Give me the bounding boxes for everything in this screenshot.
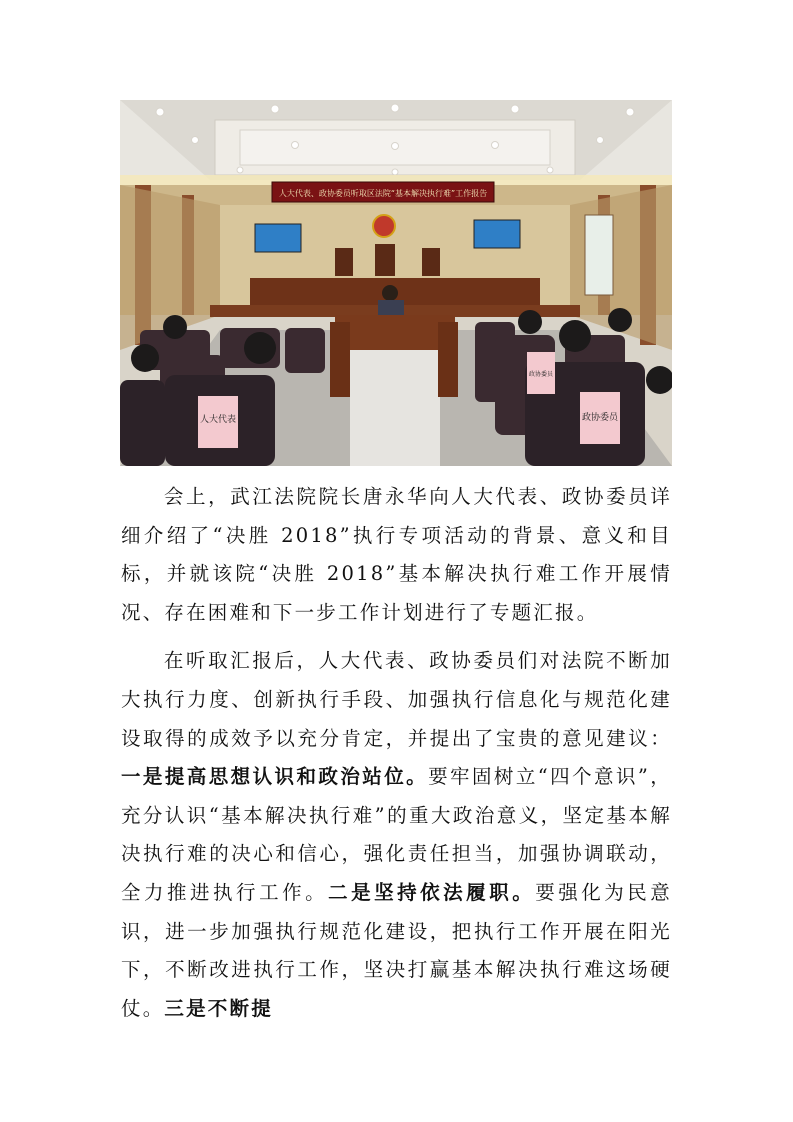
paragraph-2 (121, 642, 672, 1028)
seat-sign-1: 人大代表 (199, 415, 237, 425)
seat-sign-2: 政协委员 (528, 371, 554, 378)
point-three-heading: 三是不断提 (164, 996, 273, 1020)
meeting-photo (120, 100, 672, 466)
paragraph-2-intro: 在听取汇报后，人大代表、政协委员们对法院不断加大执行力度、创新执行手段、加强执行信息化与规范化建设取得的成效予以充分肯定，并提出了宝贵的意见建议： (121, 649, 672, 750)
seat-sign-3: 政协委员 (581, 413, 619, 423)
point-one-text: 要牢固树立“四个意识”，充分认识“基本解决执行难”的重大政治意义，坚定基本解决执行难的决心和信心，强化责任担当，加强协调联动，全力推进执行工作。 (121, 765, 672, 904)
point-two-text: 要强化为民意识，进一步加强执行规范化建设，把执行工作开展在阳光下，不断改进执行工作，坚决打赢基本解决执行难这场硬仗。 (121, 880, 672, 1020)
article-body (121, 478, 672, 1028)
point-one-heading: 一是提高思想认识和政治站位。 (121, 765, 429, 789)
banner-text: 人大代表、政协委员听取区法院“基本解决执行难”工作报告 (278, 189, 488, 198)
paragraph-1: 会上，武江法院院长唐永华向人大代表、政协委员详细介绍了“决胜 2018”执行专项活动的背景、意义和目标，并就该院“决胜 2018”基本解决执行难工作开展情况、存在困难和下一步工作计划进行了专题汇报。 (121, 485, 672, 624)
point-two-heading: 二是坚持依法履职。 (328, 880, 536, 904)
